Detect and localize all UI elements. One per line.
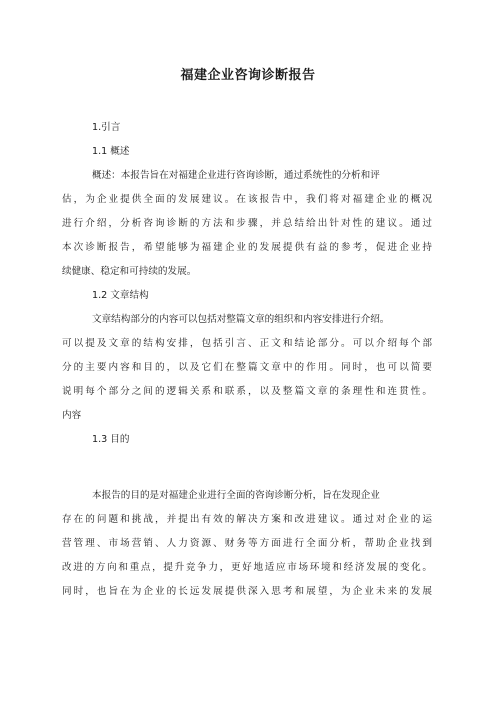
overview-line-4: 本次诊断报告，希望能够为福建企业的发展提供有益的参考，促进企业持 (62, 242, 432, 253)
structure-line-5: 内容 (62, 410, 82, 421)
purpose-line-2: 存在的问题和挑战，并提出有效的解决方案和改进建议。通过对企业的运 (62, 514, 432, 525)
overview-line-2: 估，为企业提供全面的发展建议。在该报告中，我们将对福建企业的概况 (62, 194, 432, 205)
heading-introduction: 1.引言 (92, 122, 121, 133)
overview-line-5: 续健康、稳定和可持续的发展。 (62, 266, 197, 277)
purpose-line-5: 同时，也旨在为企业的长远发展提供深入思考和展望，为企业未来的发展 (62, 586, 432, 597)
purpose-line-4: 改进的方向和重点，提升竞争力，更好地适应市场环境和经济发展的变化。 (62, 562, 432, 573)
overview-line-3: 进行介绍，分析咨询诊断的方法和步骤，并总结给出针对性的建议。通过 (62, 218, 432, 229)
heading-purpose: 1.3 目的 (92, 434, 130, 445)
purpose-line-1: 本报告的目的是对福建企业进行全面的咨询诊断分析，旨在发现企业 (92, 490, 380, 501)
overview-line-1: 概述：本报告旨在对福建企业进行咨询诊断，通过系统性的分析和评 (92, 170, 380, 181)
structure-line-1: 文章结构部分的内容可以包括对整篇文章的组织和内容安排进行介绍。 (92, 314, 390, 325)
heading-overview: 1.1 概述 (92, 146, 130, 157)
structure-line-3: 分的主要内容和目的，以及它们在整篇文章中的作用。同时，也可以简要 (62, 362, 432, 373)
structure-line-2: 可以提及文章的结构安排，包括引言、正文和结论部分。可以介绍每个部 (62, 338, 432, 349)
structure-line-4: 说明每个部分之间的逻辑关系和联系，以及整篇文章的条理性和连贯性。 (62, 386, 432, 397)
purpose-line-3: 营管理、市场营销、人力资源、财务等方面进行全面分析，帮助企业找到 (62, 538, 432, 549)
heading-structure: 1.2 文章结构 (92, 290, 149, 301)
document-title: 福建企业咨询诊断报告 (180, 68, 316, 83)
